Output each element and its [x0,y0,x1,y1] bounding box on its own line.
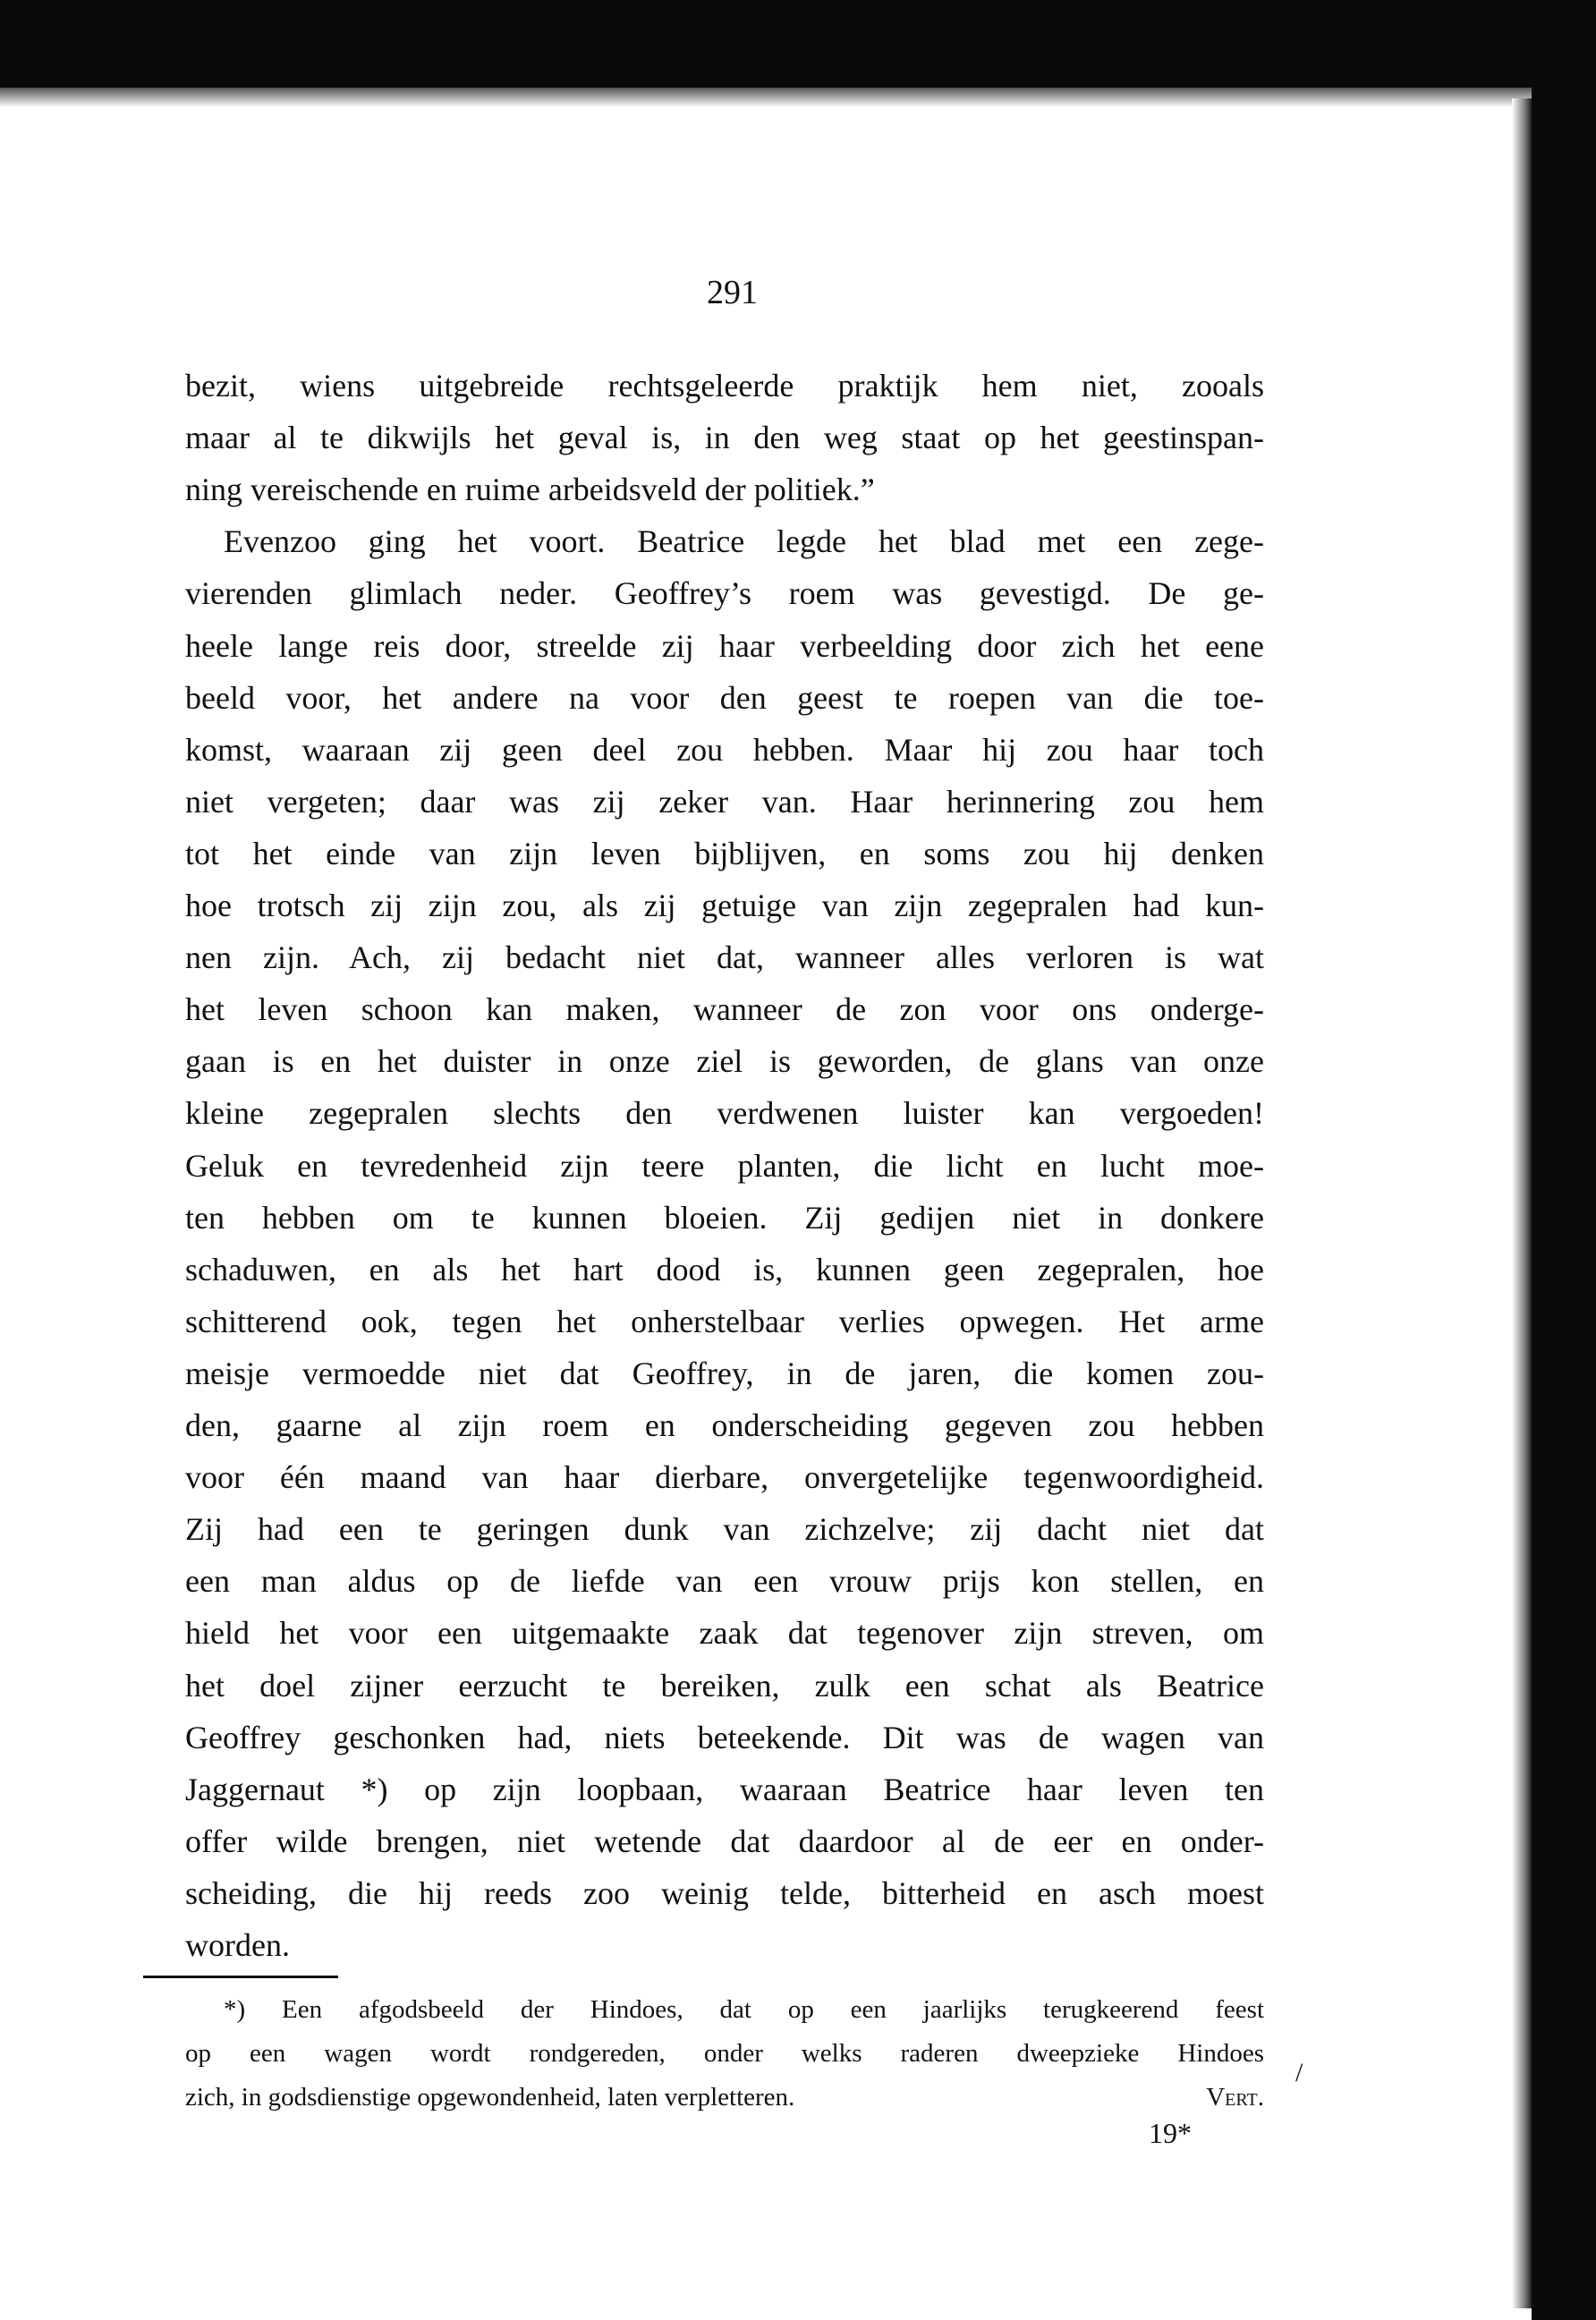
text-line: tot het einde van zijn leven bijblijven, en soms zou hij denken [185,835,1264,871]
signature-mark: 19* [1149,2117,1192,2149]
text-line: gaan is en het duister in onze ziel is geworden, de glans van onze [185,1043,1264,1080]
text-line: worden. [185,1927,290,1963]
text-line: Zij had een te geringen dunk van zichzelve; zij dacht niet dat [185,1511,1264,1548]
text-line: nen zijn. Ach, zij bedacht niet dat, wanneer alles verloren is wat [185,939,1264,976]
text-line: hield het voor een uitgemaakte zaak dat tegenover zijn streven, om [185,1615,1264,1652]
stray-mark: / [1295,2058,1303,2087]
footnote-attribution: Vert. [1206,2083,1264,2112]
text-line: niet vergeten; daar was zij zeker van. Haar herinnering zou hem [185,783,1264,820]
text-line: ten hebben om te kunnen bloeien. Zij gedijen niet in donkere [185,1199,1264,1236]
text-line: het doel zijner eerzucht te bereiken, zulk een schat als Beatrice [185,1667,1264,1704]
footnote-line: op een wagen wordt rondgereden, onder welks raderen dweepzieke Hindoes [185,2039,1264,2068]
page-number: 291 [707,274,758,311]
text-line: hoe trotsch zij zijn zou, als zij getuige van zijn zegepralen had kun- [185,888,1264,923]
text-line: Geluk en tevredenheid zijn teere planten, die licht en lucht moe- [185,1147,1264,1184]
text-line: Evenzoo ging het voort. Beatrice legde het blad met een zege- [224,523,1264,560]
scan-border-right [1532,0,1596,2320]
text-line: kleine zegepralen slechts den verdwenen luister kan vergoeden! [185,1095,1264,1132]
footnote-text: zich, in godsdienstige opgewondenheid, laten verpletteren. [185,2083,795,2112]
text-line: bezit, wiens uitgebreide rechtsgeleerde praktijk hem niet, zooals [185,368,1264,404]
text-line: Geoffrey geschonken had, niets beteekende. Dit was de wagen van [185,1719,1264,1755]
footnote-rule [143,1976,338,1978]
text-line: heele lange reis door, streelde zij haar verbeelding door zich het eene [185,627,1264,664]
scan-shadow-top [0,88,1539,107]
text-line: maar al te dikwijls het geval is, in den weg staat op het geestinspan- [185,420,1264,456]
text-line: scheiding, die hij reeds zoo weinig telde, bitterheid en asch moest [185,1874,1264,1911]
footnote-line [185,2076,1264,2119]
scan-border-top [0,0,1596,88]
text-line: ning vereischende en ruime arbeidsveld der politiek.” [185,472,875,508]
text-line: een man aldus op de liefde van een vrouw prijs kon stellen, en [185,1563,1264,1600]
text-line: offer wilde brengen, niet wetende dat daardoor al de eer en onder- [185,1823,1264,1859]
text-line: meisje vermoedde niet dat Geoffrey, in de jaren, die komen zou- [185,1355,1264,1391]
text-line: Jaggernaut *) op zijn loopbaan, waaraan Beatrice haar leven ten [185,1771,1264,1807]
text-line: vierenden glimlach neder. Geoffrey’s roem was gevestigd. De ge- [185,575,1264,612]
scan-shadow-right [1512,98,1532,2308]
text-line: schitterend ook, tegen het onherstelbaar verlies opwegen. Het arme [185,1303,1264,1339]
text-line: komst, waaraan zij geen deel zou hebben. Maar hij zou haar toch [185,731,1264,768]
text-line: schaduwen, en als het hart dood is, kunnen geen zegepralen, hoe [185,1251,1264,1287]
text-line: beeld voor, het andere na voor den geest te roepen van die toe- [185,679,1264,716]
text-line: het leven schoon kan maken, wanneer de zon voor ons onderge- [185,991,1264,1028]
footnote-line: *) Een afgodsbeeld der Hindoes, dat op een jaarlijks terugkeerend feest [224,1995,1264,2024]
text-line: voor één maand van haar dierbare, onvergetelijke tegenwoordigheid. [185,1459,1264,1496]
text-line: den, gaarne al zijn roem en onderscheiding gegeven zou hebben [185,1407,1264,1443]
